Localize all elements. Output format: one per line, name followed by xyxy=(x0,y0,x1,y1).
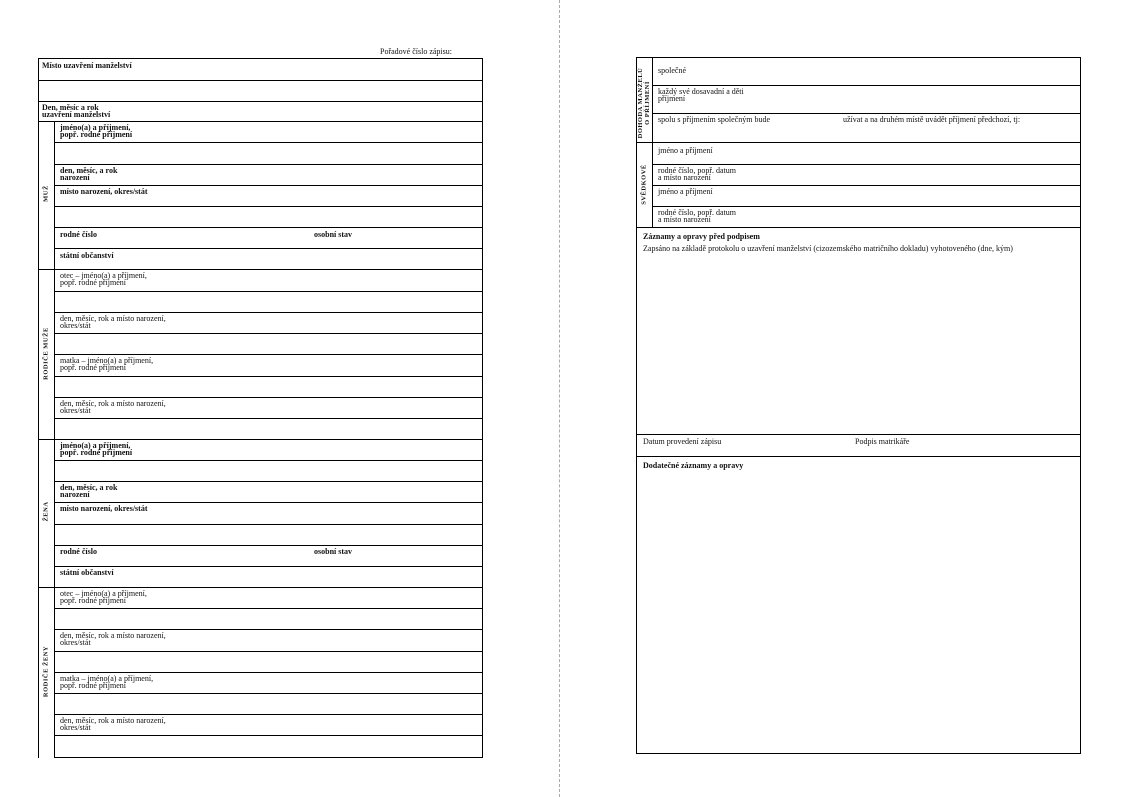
line xyxy=(54,651,482,652)
woman-father-birth-1: den, měsíc, rok a místo narození, xyxy=(60,631,166,640)
line xyxy=(652,185,1080,186)
line xyxy=(54,248,482,249)
man-marital-status: osobní stav xyxy=(314,230,353,239)
line xyxy=(54,354,482,355)
line xyxy=(54,629,482,630)
surname-own-2: příjmení xyxy=(658,94,686,103)
side-label-agreement-1: DOHODA MANŽELŮ xyxy=(637,67,644,139)
line xyxy=(54,333,482,334)
line xyxy=(54,312,482,313)
witness2-birth-1: rodné číslo, popř. datum xyxy=(658,208,736,217)
border-left xyxy=(38,58,39,758)
line xyxy=(636,456,1081,457)
line xyxy=(54,142,482,143)
man-mother-birth-2: okres/stát xyxy=(60,406,91,415)
surname-together: spolu s příjmením společným bude xyxy=(658,115,770,124)
woman-mother-1: matka – jméno(a) a příjmení, xyxy=(60,674,154,683)
border-left xyxy=(636,57,637,753)
man-mother-birth-1: den, měsíc, rok a místo narození, xyxy=(60,399,166,408)
line xyxy=(54,502,482,503)
man-mother-2: popř. rodné příjmení xyxy=(60,363,126,372)
line xyxy=(54,206,482,207)
line xyxy=(54,397,482,398)
side-label-woman: ŽENA xyxy=(42,501,50,522)
man-mother-1: matka – jméno(a) a příjmení, xyxy=(60,356,154,365)
man-birth-date-1: den, měsíc, a rok xyxy=(60,166,118,175)
man-name-1: jméno(a) a příjmení, xyxy=(60,123,131,132)
woman-birth-number: rodné číslo xyxy=(60,547,97,556)
side-label-witnesses: SVĚDKOVÉ xyxy=(640,164,648,205)
witness1-birth-2: a místo narození xyxy=(658,173,711,182)
line xyxy=(54,608,482,609)
woman-mother-2: popř. rodné příjmení xyxy=(60,681,126,690)
man-birth-date-2: narození xyxy=(60,173,90,182)
line xyxy=(54,714,482,715)
border-top xyxy=(636,57,1081,58)
surname-own-1: každý své dosavadní a děti xyxy=(658,87,744,96)
man-birth-number: rodné číslo xyxy=(60,230,97,239)
additional-records: Dodatečné záznamy a opravy xyxy=(643,461,744,470)
woman-name-1: jméno(a) a příjmení, xyxy=(60,441,131,450)
border-right xyxy=(482,58,483,758)
line xyxy=(636,142,1081,143)
records-title: Záznamy a opravy před podpisem xyxy=(643,232,760,241)
side-label-man-parents: RODIČE MUŽE xyxy=(42,327,50,380)
line xyxy=(38,101,482,102)
line xyxy=(54,545,482,546)
man-father-2: popř. rodné příjmení xyxy=(60,278,126,287)
surname-together-right: užívat a na druhém místě uvádět příjmení předchozí, tj: xyxy=(843,115,1021,124)
line xyxy=(54,185,482,186)
border-bottom xyxy=(636,753,1081,754)
woman-birth-date-2: narození xyxy=(60,490,90,499)
line xyxy=(54,566,482,567)
line xyxy=(54,291,482,292)
woman-birth-place: místo narození, okres/stát xyxy=(60,504,148,513)
line xyxy=(38,587,482,588)
line xyxy=(38,80,482,81)
side-label-agreement xyxy=(637,63,651,143)
page-divider xyxy=(559,0,560,797)
witness1-birth-1: rodné číslo, popř. datum xyxy=(658,166,736,175)
line xyxy=(54,735,482,736)
line xyxy=(54,481,482,482)
line xyxy=(652,164,1080,165)
line xyxy=(652,206,1080,207)
line xyxy=(54,376,482,377)
side-label-man: MUŽ xyxy=(42,185,50,202)
surname-common: společné xyxy=(658,66,686,75)
man-father-1: otec – jméno(a) a příjmení, xyxy=(60,271,147,280)
line xyxy=(636,434,1081,435)
line xyxy=(54,524,482,525)
witness2-birth-2: a místo narození xyxy=(658,215,711,224)
border-right xyxy=(1080,57,1081,753)
line xyxy=(652,85,1080,86)
border-top xyxy=(38,58,482,59)
line xyxy=(54,418,482,419)
man-father-birth-1: den, měsíc, rok a místo narození, xyxy=(60,314,166,323)
marriage-date-label-2: uzavření manželství xyxy=(42,110,111,119)
marriage-date-label-1: Den, měsíc a rok xyxy=(42,103,99,112)
man-birth-place: místo narození, okres/stát xyxy=(60,187,148,196)
man-name-2: popř. rodné příjmení xyxy=(60,130,133,139)
woman-mother-birth-2: okres/stát xyxy=(60,723,91,732)
marriage-place-label: Místo uzavření manželství xyxy=(42,61,132,70)
woman-name-2: popř. rodné příjmení xyxy=(60,448,133,457)
side-label-woman-parents: RODIČE ŽENY xyxy=(42,645,50,698)
woman-father-1: otec – jméno(a) a příjmení, xyxy=(60,589,147,598)
woman-father-2: popř. rodné příjmení xyxy=(60,596,126,605)
line xyxy=(54,164,482,165)
woman-mother-birth-1: den, měsíc, rok a místo narození, xyxy=(60,716,166,725)
witness1-name: jméno a příjmení xyxy=(658,146,713,155)
woman-birth-date-1: den, měsíc, a rok xyxy=(60,483,118,492)
line xyxy=(38,439,482,440)
woman-citizenship: státní občanství xyxy=(60,568,114,577)
woman-marital-status: osobní stav xyxy=(314,547,353,556)
side-label-agreement-2: O PŘÍJMENÍ xyxy=(644,81,651,125)
man-citizenship: státní občanství xyxy=(60,251,114,260)
line xyxy=(38,269,482,270)
witness2-name: jméno a příjmení xyxy=(658,187,713,196)
woman-father-birth-2: okres/stát xyxy=(60,638,91,647)
line xyxy=(652,113,1080,114)
line xyxy=(54,227,482,228)
line xyxy=(38,121,482,122)
serial-number-label: Pořadové číslo zápisu: xyxy=(380,47,452,56)
date-label: Datum provedení zápisu xyxy=(643,437,722,446)
line xyxy=(636,227,1081,228)
line xyxy=(54,693,482,694)
man-father-birth-2: okres/stát xyxy=(60,321,91,330)
line xyxy=(54,460,482,461)
line xyxy=(54,672,482,673)
records-text: Zapsáno na základě protokolu o uzavření manželství (cizozemského matričního dokladu) vyhotoveného (dne, kým) xyxy=(643,244,1013,253)
line xyxy=(54,757,482,758)
signature-label: Podpis matrikáře xyxy=(855,437,910,446)
